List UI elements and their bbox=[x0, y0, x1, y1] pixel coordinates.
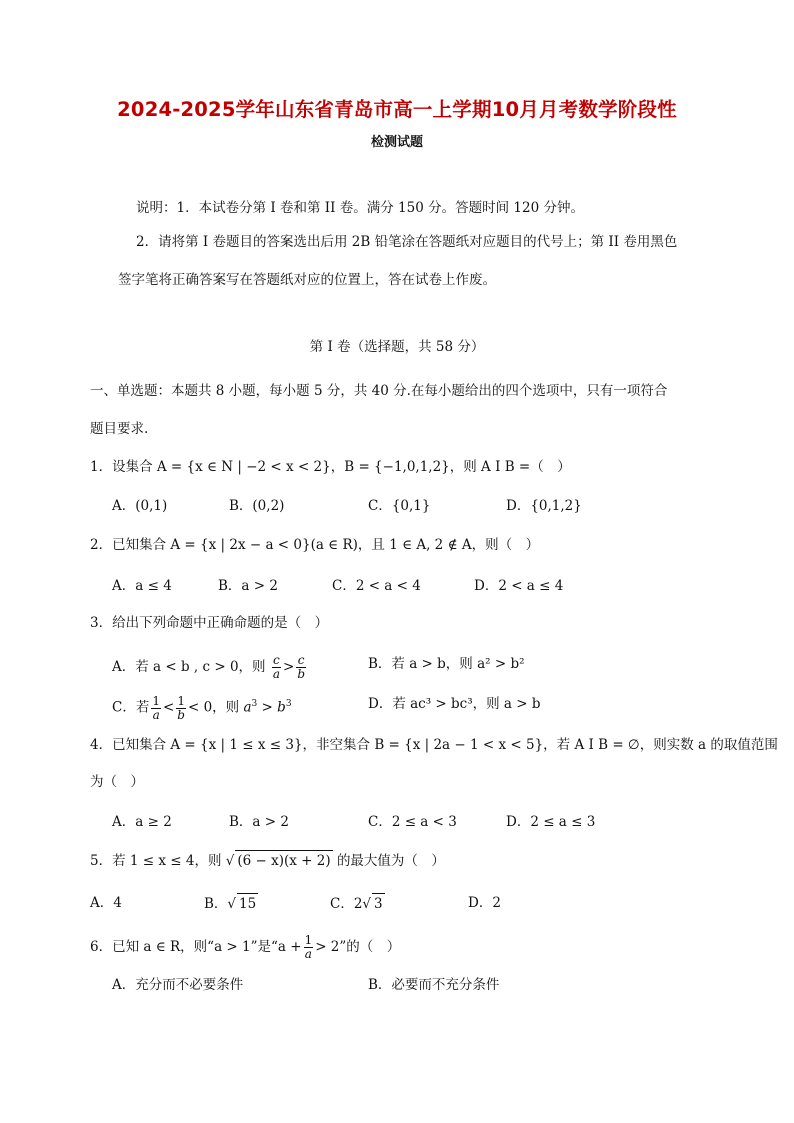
question-1-option-d[interactable]: D．{0,1,2} bbox=[506, 498, 582, 514]
question-5-stem: 5．若 1 ≤ x ≤ 4，则 √ (6 − x)(x + 2) 的最大值为（ ） bbox=[90, 850, 445, 871]
question-5-option-b[interactable]: B．√ 15 bbox=[204, 893, 258, 914]
question-6-fraction: $\frac{1}{a}$ bbox=[304, 933, 313, 961]
question-4-option-c[interactable]: C．2 ≤ a < 3 bbox=[368, 814, 457, 830]
note-line-1: 说明：1．本试卷分第 I 卷和第 II 卷。满分 150 分。答题时间 120 分钟。 bbox=[136, 200, 584, 216]
question-1-option-b[interactable]: B．(0,2) bbox=[229, 498, 285, 514]
question-3-option-c-label: C．若 bbox=[112, 699, 150, 716]
question-3-option-c-fraction-2: $\frac{1}{b}$ bbox=[177, 693, 185, 722]
question-3-option-c[interactable]: C．若 $\frac{1}{a}$ < $\frac{1}{b}$ < 0，则 $a^3 > b^3$ bbox=[112, 693, 292, 722]
question-2-option-c[interactable]: C．2 < a < 4 bbox=[332, 578, 421, 594]
question-5-stem-pre: 5．若 1 ≤ x ≤ 4，则 bbox=[90, 853, 222, 869]
question-6-stem-pre: 6．已知 a ∈ R，则“a > 1”是“a + bbox=[90, 939, 302, 955]
exam-title: 2024-2025学年山东省青岛市高一上学期10月月考数学阶段性 bbox=[117, 98, 677, 121]
question-6-stem-post: > 2”的（ ） bbox=[315, 939, 401, 955]
question-6-option-b[interactable]: B．必要而不充分条件 bbox=[368, 977, 500, 993]
question-4-option-d[interactable]: D．2 ≤ a ≤ 3 bbox=[506, 814, 596, 830]
question-5-stem-post: 的最大值为（ ） bbox=[336, 853, 445, 869]
question-3-stem: 3．给出下列命题中正确命题的是（ ） bbox=[90, 615, 329, 631]
question-1-option-c[interactable]: C．{0,1} bbox=[368, 498, 431, 514]
question-4-option-a[interactable]: A．a ≥ 2 bbox=[112, 814, 172, 830]
question-4-stem-line-1: 4．已知集合 A = {x | 1 ≤ x ≤ 3}，非空集合 B = {x | 2a − 1 < x < 5}，若 A I B = ∅，则实数 a 的取值范围 bbox=[90, 737, 778, 753]
question-4-stem-line-2: 为（ ） bbox=[90, 774, 144, 790]
note-line-3: 签字笔将正确答案写在答题纸对应的位置上，答在试卷上作废。 bbox=[118, 272, 496, 288]
question-3-option-b[interactable]: B．若 a > b，则 a² > b² bbox=[368, 656, 525, 672]
question-3-option-a[interactable]: A．若 a < b , c > 0，则 $\frac{c}{a}$ > $\frac{c}{b}$ bbox=[112, 653, 305, 681]
question-3-option-a-fraction-2: $\frac{c}{b}$ bbox=[297, 653, 305, 681]
section-intro-1: 一、单选题：本题共 8 小题，每小题 5 分，共 40 分.在每小题给出的四个选项中，只有一项符合 bbox=[90, 383, 668, 399]
question-5-option-a[interactable]: A．4 bbox=[90, 895, 122, 911]
question-1-stem: 1．设集合 A = {x ∈ N | −2 < x < 2}，B = {−1,0,1,2}，则 A I B =（ ） bbox=[90, 459, 571, 475]
question-5-option-c-radical: 3 bbox=[372, 893, 385, 914]
question-3-option-c-fraction-1: $\frac{1}{a}$ bbox=[152, 693, 160, 722]
section-intro-2: 题目要求. bbox=[90, 421, 149, 437]
question-5-radical: (6 − x)(x + 2) bbox=[235, 850, 332, 871]
question-3-option-a-label: A．若 a < b , c > 0，则 bbox=[112, 659, 266, 675]
note-line-2: 2．请将第 I 卷题目的答案选出后用 2B 铅笔涂在答题纸对应题目的代号上；第 II 卷用黑色 bbox=[136, 234, 678, 250]
question-5-option-c-label: C．2 bbox=[330, 896, 363, 912]
question-4-option-b[interactable]: B．a > 2 bbox=[229, 814, 289, 830]
question-1-option-a[interactable]: A．(0,1) bbox=[112, 498, 168, 514]
question-5-option-d[interactable]: D．2 bbox=[468, 895, 501, 911]
question-6-stem bbox=[90, 934, 400, 961]
question-2-stem: 2．已知集合 A = {x | 2x − a < 0}(a ∈ R)，且 1 ∈ A, 2 ∉ A，则（ ） bbox=[90, 537, 540, 553]
question-3-option-a-fraction-1: $\frac{c}{a}$ bbox=[272, 653, 280, 681]
question-2-option-b[interactable]: B．a > 2 bbox=[218, 578, 278, 594]
section-title: 第 I 卷（选择题，共 58 分） bbox=[309, 339, 485, 355]
exam-subtitle: 检测试题 bbox=[370, 135, 423, 150]
question-6-option-a[interactable]: A．充分而不必要条件 bbox=[112, 977, 244, 993]
question-5-option-b-label: B． bbox=[204, 896, 228, 912]
question-3-option-d[interactable]: D．若 ac³ > bc³，则 a > b bbox=[368, 696, 541, 712]
question-2-option-d[interactable]: D．2 < a ≤ 4 bbox=[474, 578, 564, 594]
question-2-option-a[interactable]: A．a ≤ 4 bbox=[112, 578, 172, 594]
question-5-option-c[interactable]: C．2√ 3 bbox=[330, 893, 385, 914]
question-5-option-b-radical: 15 bbox=[237, 893, 258, 914]
